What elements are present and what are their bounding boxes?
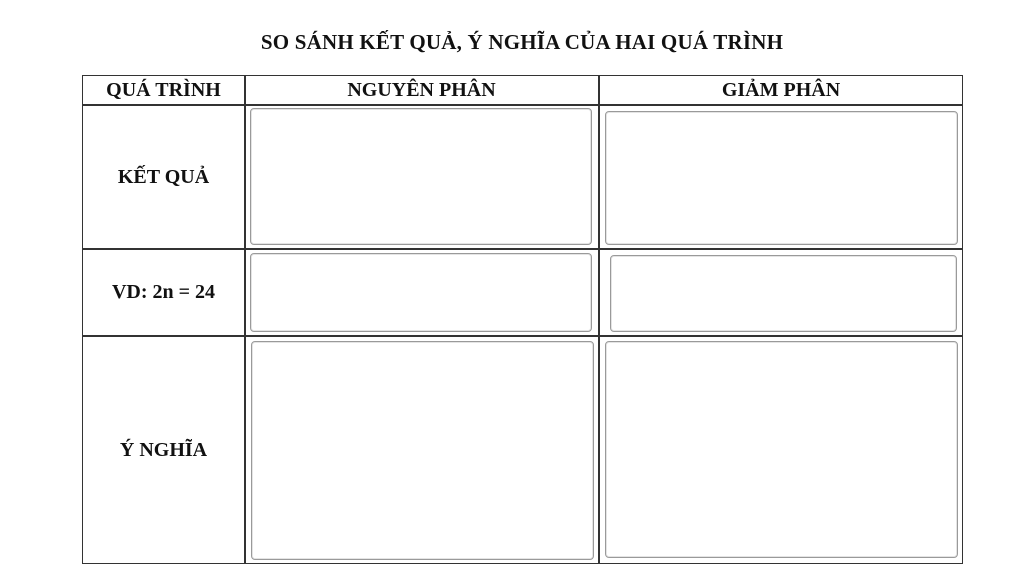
header-qua-trinh: QUÁ TRÌNH	[106, 78, 221, 101]
answer-box-example-giam-phan[interactable]	[610, 255, 957, 332]
row-label-example: VD: 2n = 24	[111, 281, 216, 303]
header-giam-phan: GIẢM PHÂN	[721, 78, 841, 101]
answer-box-ket-qua-giam-phan[interactable]	[605, 111, 958, 245]
comparison-table	[82, 75, 963, 564]
answer-box-y-nghia-nguyen-phan[interactable]	[251, 341, 594, 560]
answer-box-example-nguyen-phan[interactable]	[250, 253, 592, 332]
answer-box-y-nghia-giam-phan[interactable]	[605, 341, 958, 558]
column-divider-1	[244, 76, 246, 563]
row-label-y-nghia: Ý NGHĨA	[119, 438, 208, 461]
answer-box-ket-qua-nguyen-phan[interactable]	[250, 108, 592, 245]
row-label-ket-qua: KẾT QUẢ	[117, 165, 210, 188]
header-nguyen-phan: NGUYÊN PHÂN	[347, 78, 496, 101]
column-divider-2	[598, 76, 600, 563]
page-title: SO SÁNH KẾT QUẢ, Ý NGHĨA CỦA HAI QUÁ TRÌNH	[260, 30, 784, 54]
